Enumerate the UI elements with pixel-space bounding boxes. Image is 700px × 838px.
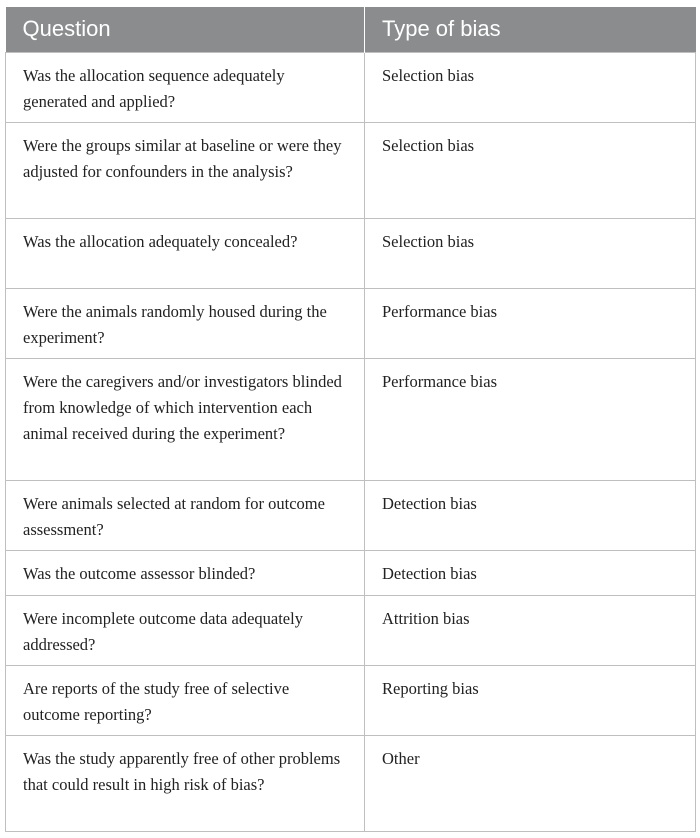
table-row [6,480,696,550]
question-cell: Was the allocation sequence adequately generated and applied? [6,52,365,122]
header-question: Question [6,7,365,52]
table-row [6,122,696,218]
question-cell: Was the outcome assessor blinded? [6,550,365,595]
question-cell: Were incomplete outcome data adequately addressed? [6,595,365,665]
bias-type-cell: Other [365,735,696,831]
table-row [6,52,696,122]
bias-questions-table [5,7,696,832]
header-type-of-bias: Type of bias [365,7,696,52]
table-row [6,665,696,735]
table-row [6,358,696,480]
table-row [6,218,696,288]
bias-type-cell: Reporting bias [365,665,696,735]
bias-type-cell: Performance bias [365,288,696,358]
bias-type-cell: Selection bias [365,52,696,122]
table-row [6,550,696,595]
table-row [6,288,696,358]
question-cell: Were the caregivers and/or investigators blinded from knowledge of which intervention each animal received during the experiment? [6,358,365,480]
table-row [6,595,696,665]
question-cell: Was the study apparently free of other problems that could result in high risk of bias? [6,735,365,831]
header-row [6,7,696,52]
table-body [6,52,696,831]
bias-type-cell: Detection bias [365,550,696,595]
question-cell: Were animals selected at random for outcome assessment? [6,480,365,550]
question-cell: Are reports of the study free of selective outcome reporting? [6,665,365,735]
question-cell: Were the groups similar at baseline or were they adjusted for confounders in the analysis? [6,122,365,218]
question-cell: Was the allocation adequately concealed? [6,218,365,288]
table-row [6,735,696,831]
table-header [6,7,696,52]
bias-type-cell: Selection bias [365,122,696,218]
bias-type-cell: Detection bias [365,480,696,550]
bias-type-cell: Selection bias [365,218,696,288]
bias-type-cell: Attrition bias [365,595,696,665]
question-cell: Were the animals randomly housed during the experiment? [6,288,365,358]
bias-type-cell: Performance bias [365,358,696,480]
